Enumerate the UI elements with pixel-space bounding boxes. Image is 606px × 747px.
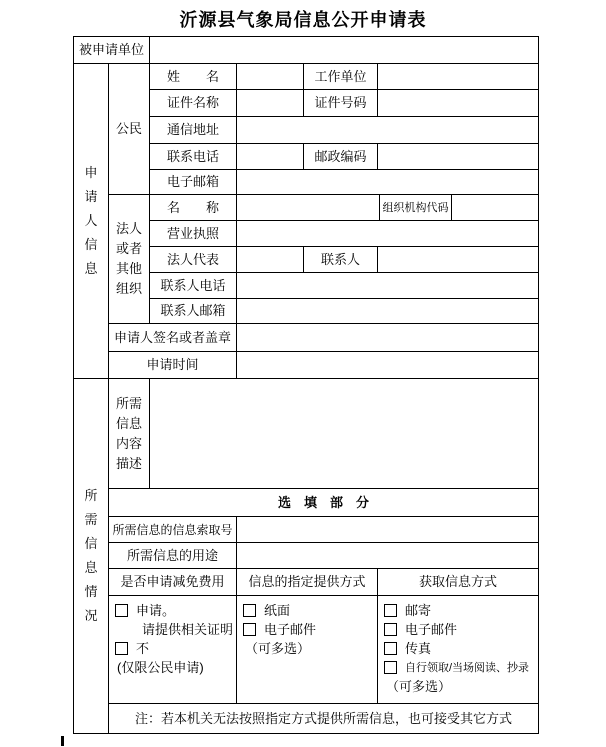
fee-waiver-header: 是否申请减免费用 xyxy=(108,568,237,596)
fee-no-checkbox-icon[interactable] xyxy=(115,642,128,655)
contact-phone-value[interactable] xyxy=(236,272,539,299)
obtain-multi-note-text: （可多选） xyxy=(386,678,452,694)
provide-email-checkbox-icon[interactable] xyxy=(243,623,256,636)
index-number-value[interactable] xyxy=(236,516,539,543)
description-label xyxy=(108,378,150,489)
applied-unit-value[interactable] xyxy=(149,36,539,64)
obtain-fax-checkbox-icon[interactable] xyxy=(384,642,397,655)
optional-part-header: 选 填 部 分 xyxy=(108,488,539,517)
phone-label: 联系电话 xyxy=(149,143,237,170)
signature-label: 申请人签名或者盖章 xyxy=(108,323,237,352)
id-name-value[interactable] xyxy=(236,89,304,117)
work-unit-value[interactable] xyxy=(377,63,539,90)
name-label: 姓 名 xyxy=(149,63,237,90)
citizen-group-label: 公民 xyxy=(108,63,150,195)
org-code-label: 组织机构代码 xyxy=(379,194,452,221)
provide-paper-option xyxy=(237,601,377,620)
contact-value[interactable] xyxy=(377,246,539,273)
fee-apply-checkbox-icon[interactable] xyxy=(115,604,128,617)
obtain-fax-option xyxy=(378,639,538,658)
provide-method-header: 信息的指定提供方式 xyxy=(236,568,378,596)
obtain-mail-checkbox-icon[interactable] xyxy=(384,604,397,617)
obtain-fax-label: 传真 xyxy=(405,640,432,656)
provide-email-label: 电子邮件 xyxy=(264,621,317,637)
purpose-value[interactable] xyxy=(236,542,539,569)
organization-group-label-text: 法人或者其他组织 xyxy=(115,221,142,296)
provide-method-options xyxy=(236,595,378,704)
id-name-label: 证件名称 xyxy=(149,89,237,117)
fee-apply-note-text: 请提供相关证明 xyxy=(142,621,234,637)
applied-unit-label: 被申请单位 xyxy=(73,36,150,64)
license-value[interactable] xyxy=(236,220,539,247)
obtain-pickup-option xyxy=(378,658,538,677)
provide-multi-note xyxy=(237,639,377,658)
description-value[interactable] xyxy=(149,378,539,489)
obtain-email-option xyxy=(378,620,538,639)
organization-group-label xyxy=(108,194,150,324)
obtain-method-options xyxy=(377,595,539,704)
fee-limit-note-text: (仅限公民申请) xyxy=(117,659,204,675)
footer-note: 注：若本机关无法按照指定方式提供所需信息，也可接受其它方式 xyxy=(108,703,539,734)
id-number-label: 证件号码 xyxy=(303,89,378,117)
description-label-text: 所需信息内容描述 xyxy=(115,395,142,471)
org-name-label: 名 称 xyxy=(149,194,237,221)
fee-no-label: 不 xyxy=(136,640,150,656)
postcode-value[interactable] xyxy=(377,143,539,170)
obtain-mail-label: 邮寄 xyxy=(405,602,432,618)
info-section-label: 所 需 信 息 情 况 xyxy=(73,378,109,734)
application-form-table xyxy=(73,36,538,733)
fee-limit-note xyxy=(109,658,236,677)
obtain-mail-option xyxy=(378,601,538,620)
provide-paper-checkbox-icon[interactable] xyxy=(243,604,256,617)
obtain-pickup-checkbox-icon[interactable] xyxy=(384,661,397,674)
fee-waiver-options xyxy=(108,595,237,704)
obtain-pickup-label: 自行领取/当场阅读、抄录 xyxy=(405,661,530,674)
id-number-value[interactable] xyxy=(377,89,539,117)
applicant-section-label: 申 请 人 信 息 xyxy=(73,63,109,379)
email-value[interactable] xyxy=(236,169,539,195)
representative-label: 法人代表 xyxy=(149,246,237,273)
email-label: 电子邮箱 xyxy=(149,169,237,195)
contact-email-label: 联系人邮箱 xyxy=(149,298,237,324)
provide-multi-note-text: （可多选） xyxy=(245,640,311,656)
work-unit-label: 工作单位 xyxy=(303,63,378,90)
phone-value[interactable] xyxy=(236,143,304,170)
obtain-multi-note xyxy=(378,677,538,696)
address-label: 通信地址 xyxy=(149,116,237,144)
representative-value[interactable] xyxy=(236,246,304,273)
page-title: 沂源县气象局信息公开申请表 xyxy=(179,10,427,30)
apply-date-value[interactable] xyxy=(236,351,539,379)
purpose-label: 所需信息的用途 xyxy=(108,542,237,569)
apply-date-label: 申请时间 xyxy=(108,351,237,379)
contact-label: 联系人 xyxy=(303,246,378,273)
fee-apply-label: 申请。 xyxy=(136,602,176,618)
obtain-email-checkbox-icon[interactable] xyxy=(384,623,397,636)
index-number-label: 所需信息的信息索取号 xyxy=(108,516,237,543)
name-value[interactable] xyxy=(236,63,304,90)
fee-apply-option xyxy=(109,601,236,620)
org-name-value[interactable] xyxy=(236,194,380,221)
provide-email-option xyxy=(237,620,377,639)
contact-email-value[interactable] xyxy=(236,298,539,324)
postcode-label: 邮政编码 xyxy=(303,143,378,170)
obtain-method-header: 获取信息方式 xyxy=(377,568,539,596)
obtain-email-label: 电子邮件 xyxy=(405,621,458,637)
provide-paper-label: 纸面 xyxy=(264,602,291,618)
fee-no-option xyxy=(109,639,236,658)
contact-phone-label: 联系人电话 xyxy=(149,272,237,299)
license-label: 营业执照 xyxy=(149,220,237,247)
fee-apply-note xyxy=(109,620,236,639)
signature-value[interactable] xyxy=(236,323,539,352)
text-cursor xyxy=(61,736,64,746)
org-code-value[interactable] xyxy=(451,194,539,221)
address-value[interactable] xyxy=(236,116,539,144)
